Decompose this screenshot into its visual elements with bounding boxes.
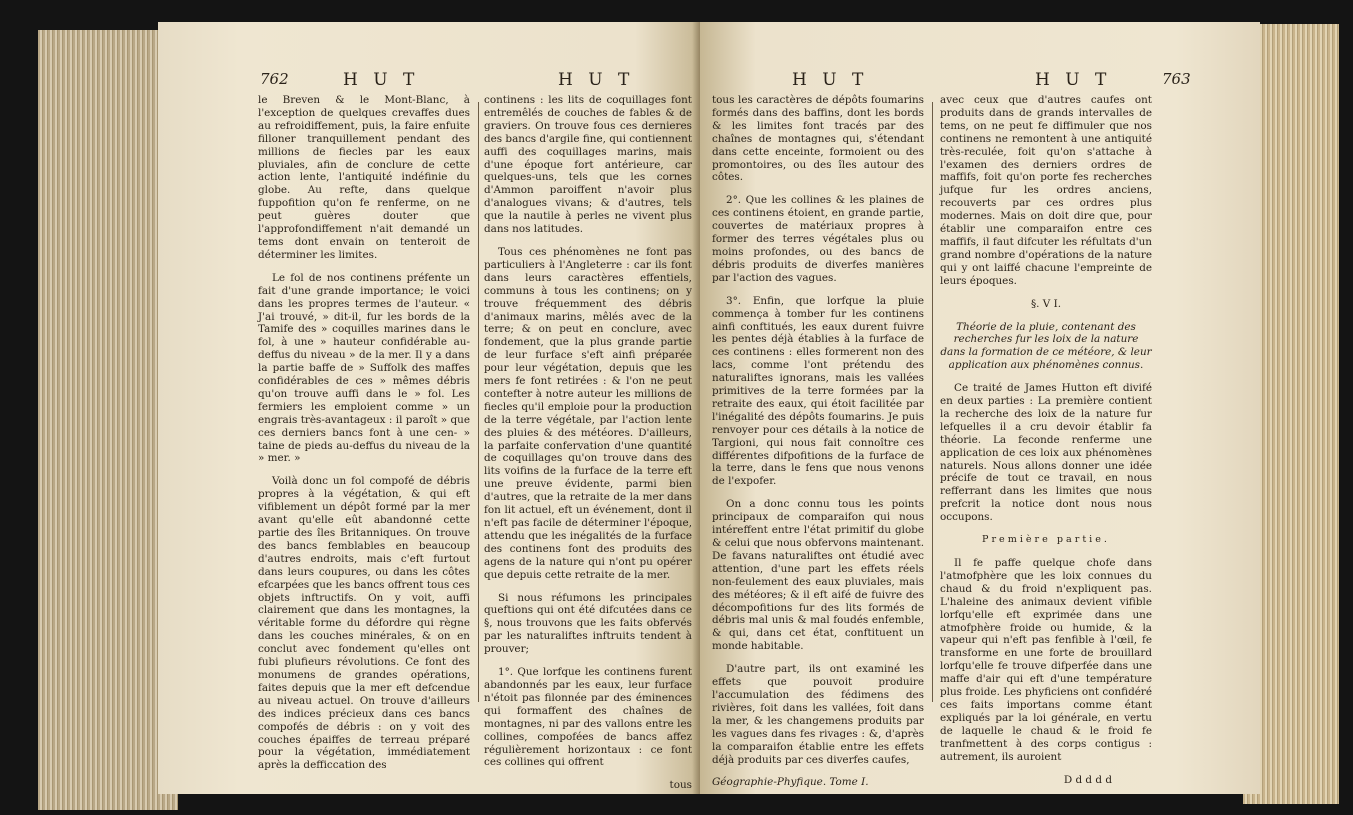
running-head: H U T	[792, 70, 869, 90]
paragraph: Si nous réfumons les principales queftions qui ont été difcutées dans ce §, nous trouvons que les faits obfervés par les naturaliftes inftruits tendent à prouver;	[484, 591, 692, 656]
paragraph: 1°. Que lorfque les continens furent abandonnés par les eaux, leur furface n'étoit pas filonnée par des éminences qui formaffent des chaînes de montagnes, ni par des vallons entre les collines, compofées de bancs affez régulièrement horizontaux : ce font ces collines qui offrent	[484, 666, 692, 769]
paragraph: le Breven & le Mont-Blanc, à l'exception de quelques crevaffes dues au refroidiffement, puis, la faire enfuite filloner tranquillement pendant des millions de fiecles par les eaux pluviales, afin de conclure de cette action lente, l'antiquité indéfinie du globe. Au refte, dans quelque fuppofition qu'on fe renferme, on ne peut guères douter que l'approfondiffement n'ait demandé un tems dont envain on tenteroit de déterminer les limites.	[258, 94, 470, 261]
paragraph: Ce traité de James Hutton eft divifé en deux parties : La première contient la recherche des loix de la nature fur lefquelles il a cru devoir établir fa théorie. La feconde renferme une application de ces loix aux phénomènes naturels. Nous allons donner une idée précife de tout ce travail, en nous refferrant dans les limites que nous prefcrit la notice dont nous nous occupons.	[940, 382, 1152, 524]
running-head: H U T	[343, 70, 420, 90]
paragraph: 3°. Enfin, que lorfque la pluie commença à tomber fur les continens ainfi conftitués, les eaux durent fuivre les pentes déjà établies à la furface de ces continens : elles formerent non des lacs, comme l'ont prétendu des naturaliftes ignorans, mais les vallées primitives de la terre formées par la retraite des eaux, qui étoit facilitée par l'inégalité des dépôts foumarins. Je puis renvoyer pour ces détails à la notice de Targioni, qui nous fait connoître ces différentes difpofitions de la furface de la terre, dans le fens que nous venons de l'expofer.	[712, 294, 924, 488]
text-column	[940, 94, 1152, 786]
signature-mark: D d d d d	[1063, 773, 1112, 786]
text-column	[484, 94, 692, 792]
paragraph: tous les caractères de dépôts foumarins formés dans des baffins, dont les bords & les limites font tracés par des chaînes de montagnes qui, s'étendant dans cette enceinte, formoient ou des promontoires, ou des îles autour des côtes.	[712, 94, 924, 184]
paragraph: continens : les lits de coquillages font entremêlés de couches de fables & de graviers. On trouve fous ces dernieres des bancs d'argile fine, qui contiennent auffi des coquillages marins, mais d'une époque fort antérieure, car quelques-uns, tels que les cornes d'Ammon paroiffent n'avoir plus d'analogues vivans; & d'autres, tels que la nautile à perles ne vivent plus dans nos latitudes.	[484, 94, 693, 236]
text-column	[258, 94, 470, 782]
part-heading: Première partie.	[982, 534, 1110, 546]
paragraph: Il fe paffe quelque chofe dans l'atmofphère que les loix connues du chaud & du froid n'expliquent pas. L'haleine des animaux devient vifible lorfqu'elle eft exprimée dans une atmofphère froide ou humide, & la vapeur qui n'eft pas fenfible à l'œil, fe transforme en une forte de brouillard lorfqu'elle fe trouve difperfée dans une maffe d'air qui eft d'une température plus froide. Les phyficiens ont confidéré ces faits importans comme étant expliqués par la loi générale, en vertu de laquelle le chaud & le froid fe tranfmettent à des corps contigus : autrement, ils auroient	[940, 557, 1152, 763]
page-number: 763	[1162, 70, 1191, 88]
paragraph: avec ceux que d'autres caufes ont produits dans de grands intervalles de tems, on ne peut fe diffimuler que nos continens ne remontent à une antiquité très-reculée, foit qu'on s'attache à l'examen des derniers ordres de maffifs, foit qu'on porte fes recherches jufque fur les ordres anciens, recouverts par ces ordres plus modernes. Mais on doit dire que, pour établir une comparaifon entre ces maffifs, il faut difcuter les réfultats d'un grand nombre d'opérations de la nature qui y ont laiffé chacune l'empreinte de leurs époques.	[940, 94, 1152, 287]
running-head: H U T	[1035, 70, 1112, 90]
column-rule	[932, 102, 933, 702]
paragraph: Voilà donc un fol compofé de débris propres à la végétation, & qui eft vifiblement un dépôt formé par la mer avant qu'elle eût abandonné cette partie des îles Britanniques. On trouve des bancs femblables en beaucoup d'autres endroits, mais c'eft furtout dans leurs coupures, ou dans les côtes efcarpées que les bancs offrent tous ces objets inftructifs. On y voit, auffi clairement que dans les montagnes, la véritable forme du défordre qui règne dans les couches minérales, & on en conclut avec fondement qu'elles ont fubi plufieurs révolutions. Ce font des monumens de grandes opérations, faites depuis que la mer eft defcendue au niveau actuel. On trouve d'ailleurs des indices précieux dans ces bancs compofés de débris : on y voit des couches épaiffes de terreau préparé pour la végétation, immédiatement après la defficcation des	[258, 475, 470, 772]
section-title: Théorie de la pluie, contenant des recherches fur les loix de la nature dans la formation de ce météore, & leur application aux phénomènes connus.	[940, 320, 1152, 372]
paragraph: 2°. Que les collines & les plaines de ces continens étoient, en grande partie, couvertes de matériaux propres à former des terres végétales plus ou moins profondes, ou des bancs de débris produits de diverfes manières par l'action des vagues.	[712, 194, 924, 284]
page-footer: Géographie-Phyfique. Tome I.	[712, 776, 869, 789]
section-mark: §. V I.	[1030, 297, 1061, 310]
page-number: 762	[260, 70, 289, 88]
text-column	[712, 94, 924, 789]
running-head: H U T	[558, 70, 635, 90]
right-page	[700, 22, 1260, 794]
paragraph: D'autre part, ils ont examiné les effets que pouvoit produire l'accumulation des fédimens des rivières, foit dans les vallées, foit dans la mer, & les changemens produits par les vagues dans fes rivages : &, d'après la comparaifon établie entre les effets déjà produits par ces diverfes caufes,	[712, 663, 924, 766]
left-page	[158, 22, 700, 794]
page-edges-left	[38, 30, 178, 810]
catchword: tous	[669, 779, 692, 792]
paragraph: Tous ces phénomènes ne font pas particuliers à l'Angleterre : car ils font dans leurs caractères effentiels, communs à tous les continens; on y trouve fréquemment des débris d'animaux marins, mêlés avec de la terre; & on peut en conclure, avec fondement, que la plus grande partie de leur furface s'eft ainfi préparée pour leur végétation, depuis que les mers fe font retirées : & l'on ne peut contefter à notre auteur les millions de fiecles qu'il emploie pour la production de la terre végétale, par l'action lente des pluies & des météores. D'ailleurs, la parfaite confervation d'une quantité de coquillages qu'on trouve dans des lits voifins de la furface de la terre eft une preuve évidente, parmi bien d'autres, que la retraite de la mer dans fon lit actuel, eft un événement, dont il n'eft pas facile de déterminer l'époque, attendu que les inégalités de la furface des continens font des produits des agens de la nature qui n'ont pu opérer que depuis cette retraite de la mer.	[484, 245, 692, 581]
column-rule	[478, 102, 479, 702]
paragraph: On a donc connu tous les points principaux de comparaifon qui nous intéreffent entre l'état primitif du globe & celui que nous obfervons maintenant. De favans naturaliftes ont étudié avec attention, d'une part les effets réels non-feulement des eaux pluviales, mais des météores; & il eft aifé de fuivre des décompofitions fur des lits formés de débris mal unis & mal foudés enfemble, & qui, dans cet état, conftituent un monde habitable.	[712, 498, 924, 653]
paragraph: Le fol de nos continens préfente un fait d'une grande importance; le voici dans les propres termes de l'auteur. « J'ai trouvé, » dit-il, fur les bords de la Tamife des » coquilles marines dans le fol, à une » hauteur confidérable au-deffus du niveau » de la mer. Il y a dans la partie baffe de » Suffolk des maffes confidérables de ces » mêmes débris qu'on trouve auffi dans le » fol. Les fermiers les emploient comme » un engrais très-avantageux : il paroît » que ces derniers bancs font à une cen- » taine de pieds au-deffus du niveau de la » mer. »	[258, 271, 470, 465]
